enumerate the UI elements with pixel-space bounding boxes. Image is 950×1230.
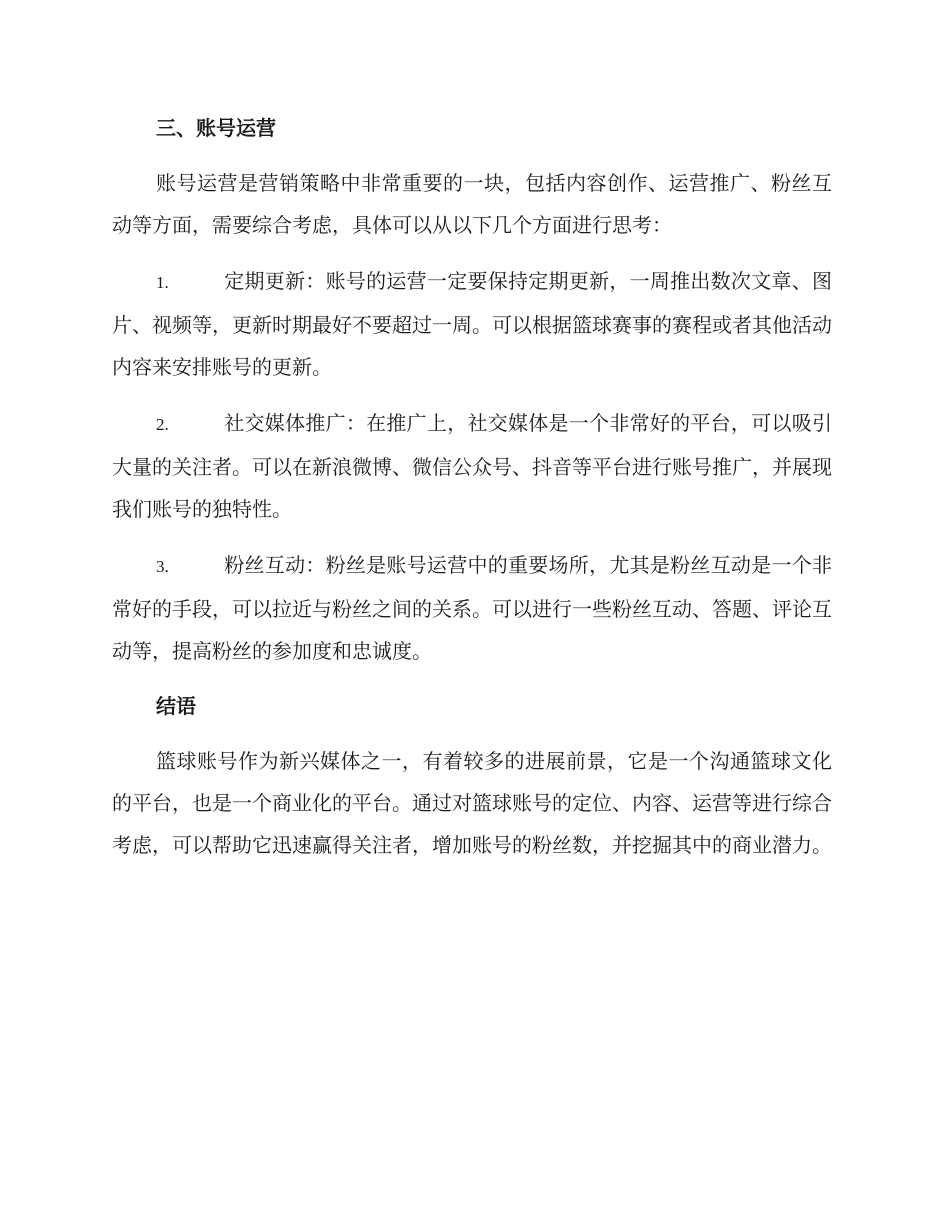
section-heading-conclusion: 结语 xyxy=(156,694,196,718)
section-heading-operations: 三、账号运营 xyxy=(156,116,276,140)
list-item-number: 3. xyxy=(156,557,169,576)
list-item-text: 社交媒体推广：在推广上，社交媒体是一个非常好的平台，可以吸引大量的关注者。可以在新浪微博、微信公众号、抖音等平台进行账号推广，并展现我们账号的独特性。 xyxy=(112,411,832,521)
list-item xyxy=(112,402,832,530)
conclusion-paragraph: 篮球账号作为新兴媒体之一，有着较多的进展前景，它是一个沟通篮球文化的平台，也是一个商业化的平台。通过对篮球账号的定位、内容、运营等进行综合考虑，可以帮助它迅速赢得关注者，增加账号的粉丝数，并挖掘其中的商业潜力。 xyxy=(112,749,832,857)
list-item-number: 1. xyxy=(156,273,169,292)
list-item xyxy=(112,544,832,672)
document-page xyxy=(112,108,832,866)
list-item-text: 粉丝互动：粉丝是账号运营中的重要场所，尤其是粉丝互动是一个非常好的手段，可以拉近与粉丝之间的关系。可以进行一些粉丝互动、答题、评论互动等，提高粉丝的参加度和忠诚度。 xyxy=(112,553,832,663)
operations-intro-paragraph: 账号运营是营销策略中非常重要的一块，包括内容创作、运营推广、粉丝互动等方面，需要综合考虑，具体可以从以下几个方面进行思考： xyxy=(112,171,832,237)
list-item-number: 2. xyxy=(156,415,169,434)
list-item-text: 定期更新：账号的运营一定要保持定期更新，一周推出数次文章、图片、视频等，更新时期最好不要超过一周。可以根据篮球赛事的赛程或者其他活动内容来安排账号的更新。 xyxy=(112,269,832,379)
list-item xyxy=(112,260,832,388)
